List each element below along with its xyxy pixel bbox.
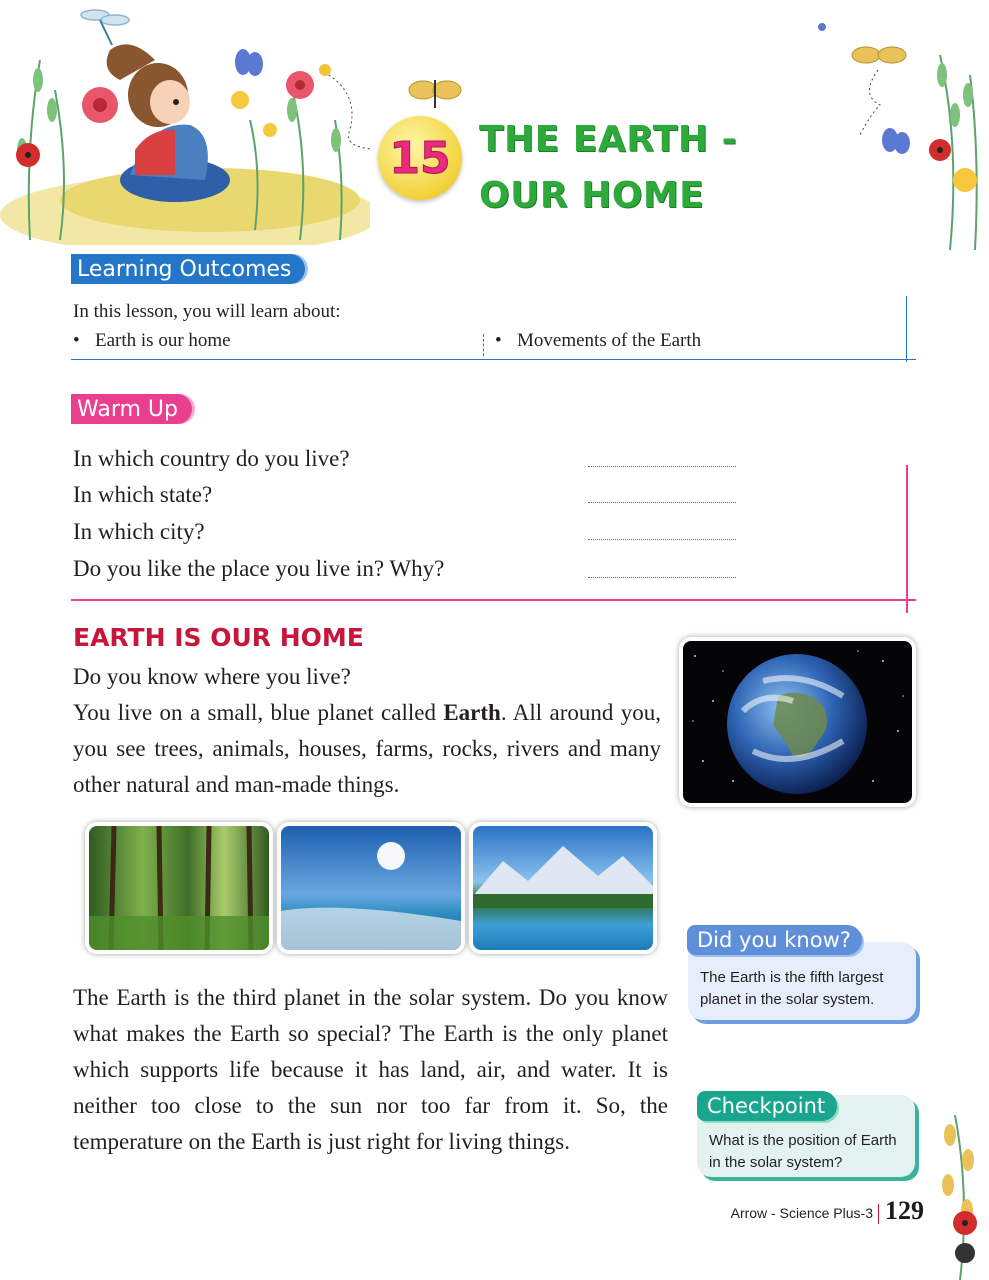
answer-blank[interactable]: [588, 577, 736, 578]
warm-up-question: Do you like the place you live in? Why?: [73, 556, 445, 581]
did-you-know-label: Did you know?: [687, 925, 862, 955]
learning-outcomes-intro: In this lesson, you will learn about:: [73, 301, 341, 322]
answer-blank[interactable]: [588, 502, 736, 503]
warm-up-rule: [71, 599, 916, 601]
outcomes-side-rule: [906, 296, 907, 362]
warm-up-side-rule: [906, 465, 908, 613]
forest-image: [89, 826, 269, 950]
paragraph-1: Do you know where you live?: [73, 664, 351, 689]
warm-up-question: In which city?: [73, 519, 205, 544]
paragraph-2: [73, 695, 661, 803]
warm-up-question: In which country do you live?: [73, 446, 350, 471]
chapter-title: [479, 112, 799, 224]
learning-outcome-text: Movements of the Earth: [517, 330, 702, 351]
section-heading: EARTH IS OUR HOME: [73, 623, 364, 652]
learning-outcomes-tag: Learning Outcomes: [71, 254, 305, 284]
learning-outcome-text: Earth is our home: [95, 330, 231, 351]
outcome-divider: [483, 334, 484, 356]
forest-photo: [85, 822, 273, 954]
chapter-number: 15: [389, 132, 451, 184]
sea-image: [281, 826, 461, 950]
checkpoint-label: Checkpoint: [697, 1091, 837, 1121]
did-you-know-text: The Earth is the fifth largest planet in the solar system.: [700, 969, 884, 1008]
p2-text: You live on a small, blue planet called: [73, 700, 444, 725]
earth-term: Earth: [443, 700, 501, 725]
page-number: 129: [885, 1196, 924, 1225]
earth-photo: [679, 637, 916, 807]
answer-blank[interactable]: [588, 466, 736, 467]
footer-decoration: [920, 1105, 989, 1280]
earth-image: [683, 641, 912, 803]
warm-up-tag: Warm Up: [71, 394, 192, 424]
checkpoint-text: What is the position of Earth in the solar system?: [709, 1132, 897, 1171]
right-decoration: [800, 15, 989, 250]
mountain-lake-photo: [469, 822, 657, 954]
chapter-title-line2: OUR HOME: [479, 175, 705, 216]
answer-blank[interactable]: [588, 539, 736, 540]
learning-outcome-item: [495, 330, 701, 352]
mountain-image: [473, 826, 653, 950]
paragraph-3: The Earth is the third planet in the solar system. Do you know what makes the Earth so special? The Earth is the only planet which supports life because it has land, air, and water. It is neither too close to the sun nor too far from it. So, the temperature on the Earth is just right for living things.: [73, 985, 668, 1154]
learning-outcome-item: [73, 330, 231, 352]
outcomes-rule: [71, 359, 916, 360]
book-title: Arrow - Science Plus-3: [730, 1205, 873, 1221]
p2-text: . All around you, you see trees, animals, houses, farms, rocks, rivers and many other natural and man-made things.: [73, 700, 661, 797]
footer-divider: [878, 1204, 879, 1224]
chapter-title-line1: THE EARTH -: [479, 119, 738, 160]
bullet: •: [495, 330, 502, 351]
warm-up-question: In which state?: [73, 482, 213, 507]
sea-photo: [277, 822, 465, 954]
bullet: •: [73, 330, 80, 351]
chapter-number-badge: [378, 116, 462, 200]
top-butterfly: [405, 70, 465, 120]
header-illustration: [0, 0, 370, 245]
